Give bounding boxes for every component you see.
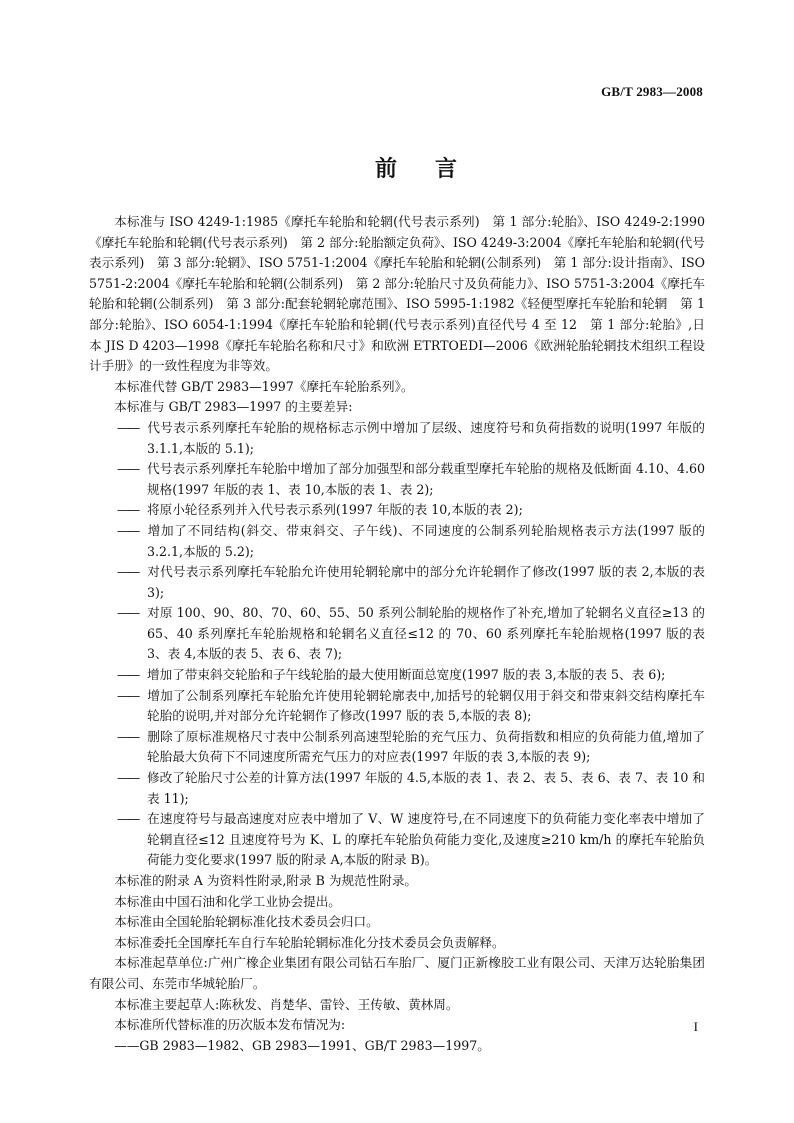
history-text: GB 2983—1982、GB 2983—1991、GB/T 2983—1997。	[139, 1037, 490, 1053]
closing-paragraph: 本标准委托全国摩托车自行车轮胎轮辋标准化分技术委员会负责解释。	[114, 934, 505, 950]
difference-text: 将原小轮径系列并入代号表示系列(1997 年版的表 10,本版的表 2);	[147, 502, 523, 518]
history-item	[89, 1036, 705, 1057]
difference-text: 对原 100、90、80、70、60、55、50 系列公制轮胎的规格作了补充,增加了轮辋名义直径≥13 的 65、40 系列摩托车轮胎规格和轮辋名义直径≤12 的 70、60 系列摩托车轮胎规格(1997 版的表 3、表 4,本版的表 5、表 6、表 7);	[147, 605, 705, 662]
dash-mark: ——	[114, 1037, 140, 1053]
difference-text: 代号表示系列摩托车轮胎的规格标志示例中增加了层级、速度符号和负荷指数的说明(1997 年版的 3.1.1,本版的 5.1);	[147, 419, 705, 456]
dash-mark: ——	[117, 811, 139, 827]
closing-paragraph: 本标准由中国石油和化学工业协会提出。	[114, 893, 341, 909]
difference-text: 增加了不同结构(斜交、带束斜交、子午线)、不同速度的公制系列轮胎规格表示方法(1997 版的 3.2.1,本版的 5.2);	[147, 522, 705, 559]
closing-paragraph: 本标准所代替标准的历次版本发布情况为:	[114, 1017, 346, 1033]
intro-paragraph: 本标准代替 GB/T 2983—1997《摩托车轮胎系列》。	[114, 378, 414, 394]
difference-item	[89, 521, 705, 562]
dash-mark: ——	[117, 770, 139, 786]
difference-item	[89, 686, 705, 727]
difference-text: 增加了带束斜交轮胎和子午线轮胎的最大使用断面总宽度(1997 版的表 3,本版的表 5、表 6);	[147, 667, 666, 683]
dash-mark: ——	[117, 522, 139, 538]
difference-text: 代号表示系列摩托车轮胎中增加了部分加强型和部分载重型摩托车轮胎的规格及低断面 4.10、4.60 规格(1997 年版的表 1、表 10,本版的表 1、表 2);	[147, 461, 705, 497]
dash-mark: ——	[117, 728, 139, 744]
intro-paragraph: 本标准与 ISO 4249-1:1985《摩托车轮胎和轮辋(代号表示系列) 第 1 部分:轮胎》、ISO 4249-2:1990《摩托车轮胎和轮辋(代号表示系列) 第 2 部分:轮胎额定负荷》、ISO 4249-3:2004《摩托车轮胎和轮辋(代号表示系列) 第 3 部分:轮辋》、ISO 5751-1:2004《摩托车轮胎和轮辋(公制系列) 第 1 部分:设计指南》、ISO 5751-2:2004《摩托车轮胎和轮辋(公制系列) 第 2 部分:轮胎尺寸及负荷能力》、ISO 5751-3:2004《摩托车轮胎和轮辋(公制系列) 第 3 部分:配套轮辋轮廓范围》、ISO 5995-1:1982《轻便型摩托车轮胎和轮辋 第 1 部分:轮胎》、ISO 6054-1:1994《摩托车轮胎和轮辋(代号表示系列)直径代号 4 至 12 第 1 部分:轮胎》,日本 JIS D 4203—1998《摩托车轮胎名称和尺寸》和欧洲 ETRTOEDI—2006《欧洲轮胎轮辋技术组织工程设计手册》的一致性程度为非等效。	[89, 214, 705, 374]
closing-paragraph: 本标准的附录 A 为资料性附录,附录 B 为规范性附录。	[114, 873, 418, 888]
dash-mark: ——	[117, 461, 139, 477]
closing-paragraph: 本标准由全国轮胎轮辋标准化技术委员会归口。	[114, 914, 379, 930]
dash-mark: ——	[117, 605, 139, 621]
difference-text: 对代号表示系列摩托车轮胎允许使用轮辋轮廓中的部分允许轮辋作了修改(1997 版的表 2,本版的表 3);	[147, 564, 705, 600]
difference-item	[89, 500, 705, 521]
dash-mark: ——	[117, 667, 139, 683]
standard-code: GB/T 2983—2008	[601, 84, 703, 99]
dash-mark: ——	[117, 419, 139, 435]
closing-paragraph: 本标准起草单位:广州广橡企业集团有限公司钻石车胎厂、厦门正新橡胶工业有限公司、天津万达轮胎集团有限公司、东莞市华城轮胎厂。	[89, 955, 705, 991]
difference-item	[89, 459, 705, 500]
difference-text: 在速度符号与最高速度对应表中增加了 V、W 速度符号,在不同速度下的负荷能力变化率表中增加了轮辋直径≤12 且速度符号为 K、L 的摩托车轮胎负荷能力变化,及速度≥210 km/h 的摩托车轮胎负荷能力变化要求(1997 版的附录 A,本版的附录 B)。	[147, 811, 705, 868]
page-number: I	[693, 1019, 698, 1034]
dash-mark: ——	[117, 502, 139, 518]
difference-item	[89, 665, 705, 686]
dash-mark: ——	[117, 687, 139, 703]
difference-text: 删除了原标准规格尺寸表中公制系列高速型轮胎的充气压力、负荷指数和相应的负荷能力值,增加了轮胎最大负荷下不同速度所需充气压力的对应表(1997 年版的表 3,本版的表 9);	[147, 728, 705, 765]
page-title: 前言	[374, 157, 495, 182]
closing-paragraph: 本标准主要起草人:陈秋发、肖楚华、雷铃、王传敏、黄林周。	[114, 996, 459, 1012]
dash-mark: ——	[117, 564, 139, 580]
intro-paragraph: 本标准与 GB/T 2983—1997 的主要差异:	[114, 399, 353, 415]
difference-text: 修改了轮胎尺寸公差的计算方法(1997 年版的 4.5,本版的表 1、表 2、表 5、表 6、表 7、表 10 和表 11);	[147, 770, 705, 806]
difference-text: 增加了公制系列摩托车轮胎允许使用轮辋轮廓表中,加括号的轮辋仅用于斜交和带束斜交结构摩托车轮胎的说明,并对部分允许轮辋作了修改(1997 版的表 5,本版的表 8);	[147, 687, 705, 724]
difference-item	[89, 809, 705, 871]
foreword-body	[89, 212, 705, 1056]
difference-item	[89, 603, 705, 665]
difference-item	[89, 562, 705, 603]
difference-item	[89, 727, 705, 768]
difference-item	[89, 768, 705, 809]
difference-item	[89, 418, 705, 459]
